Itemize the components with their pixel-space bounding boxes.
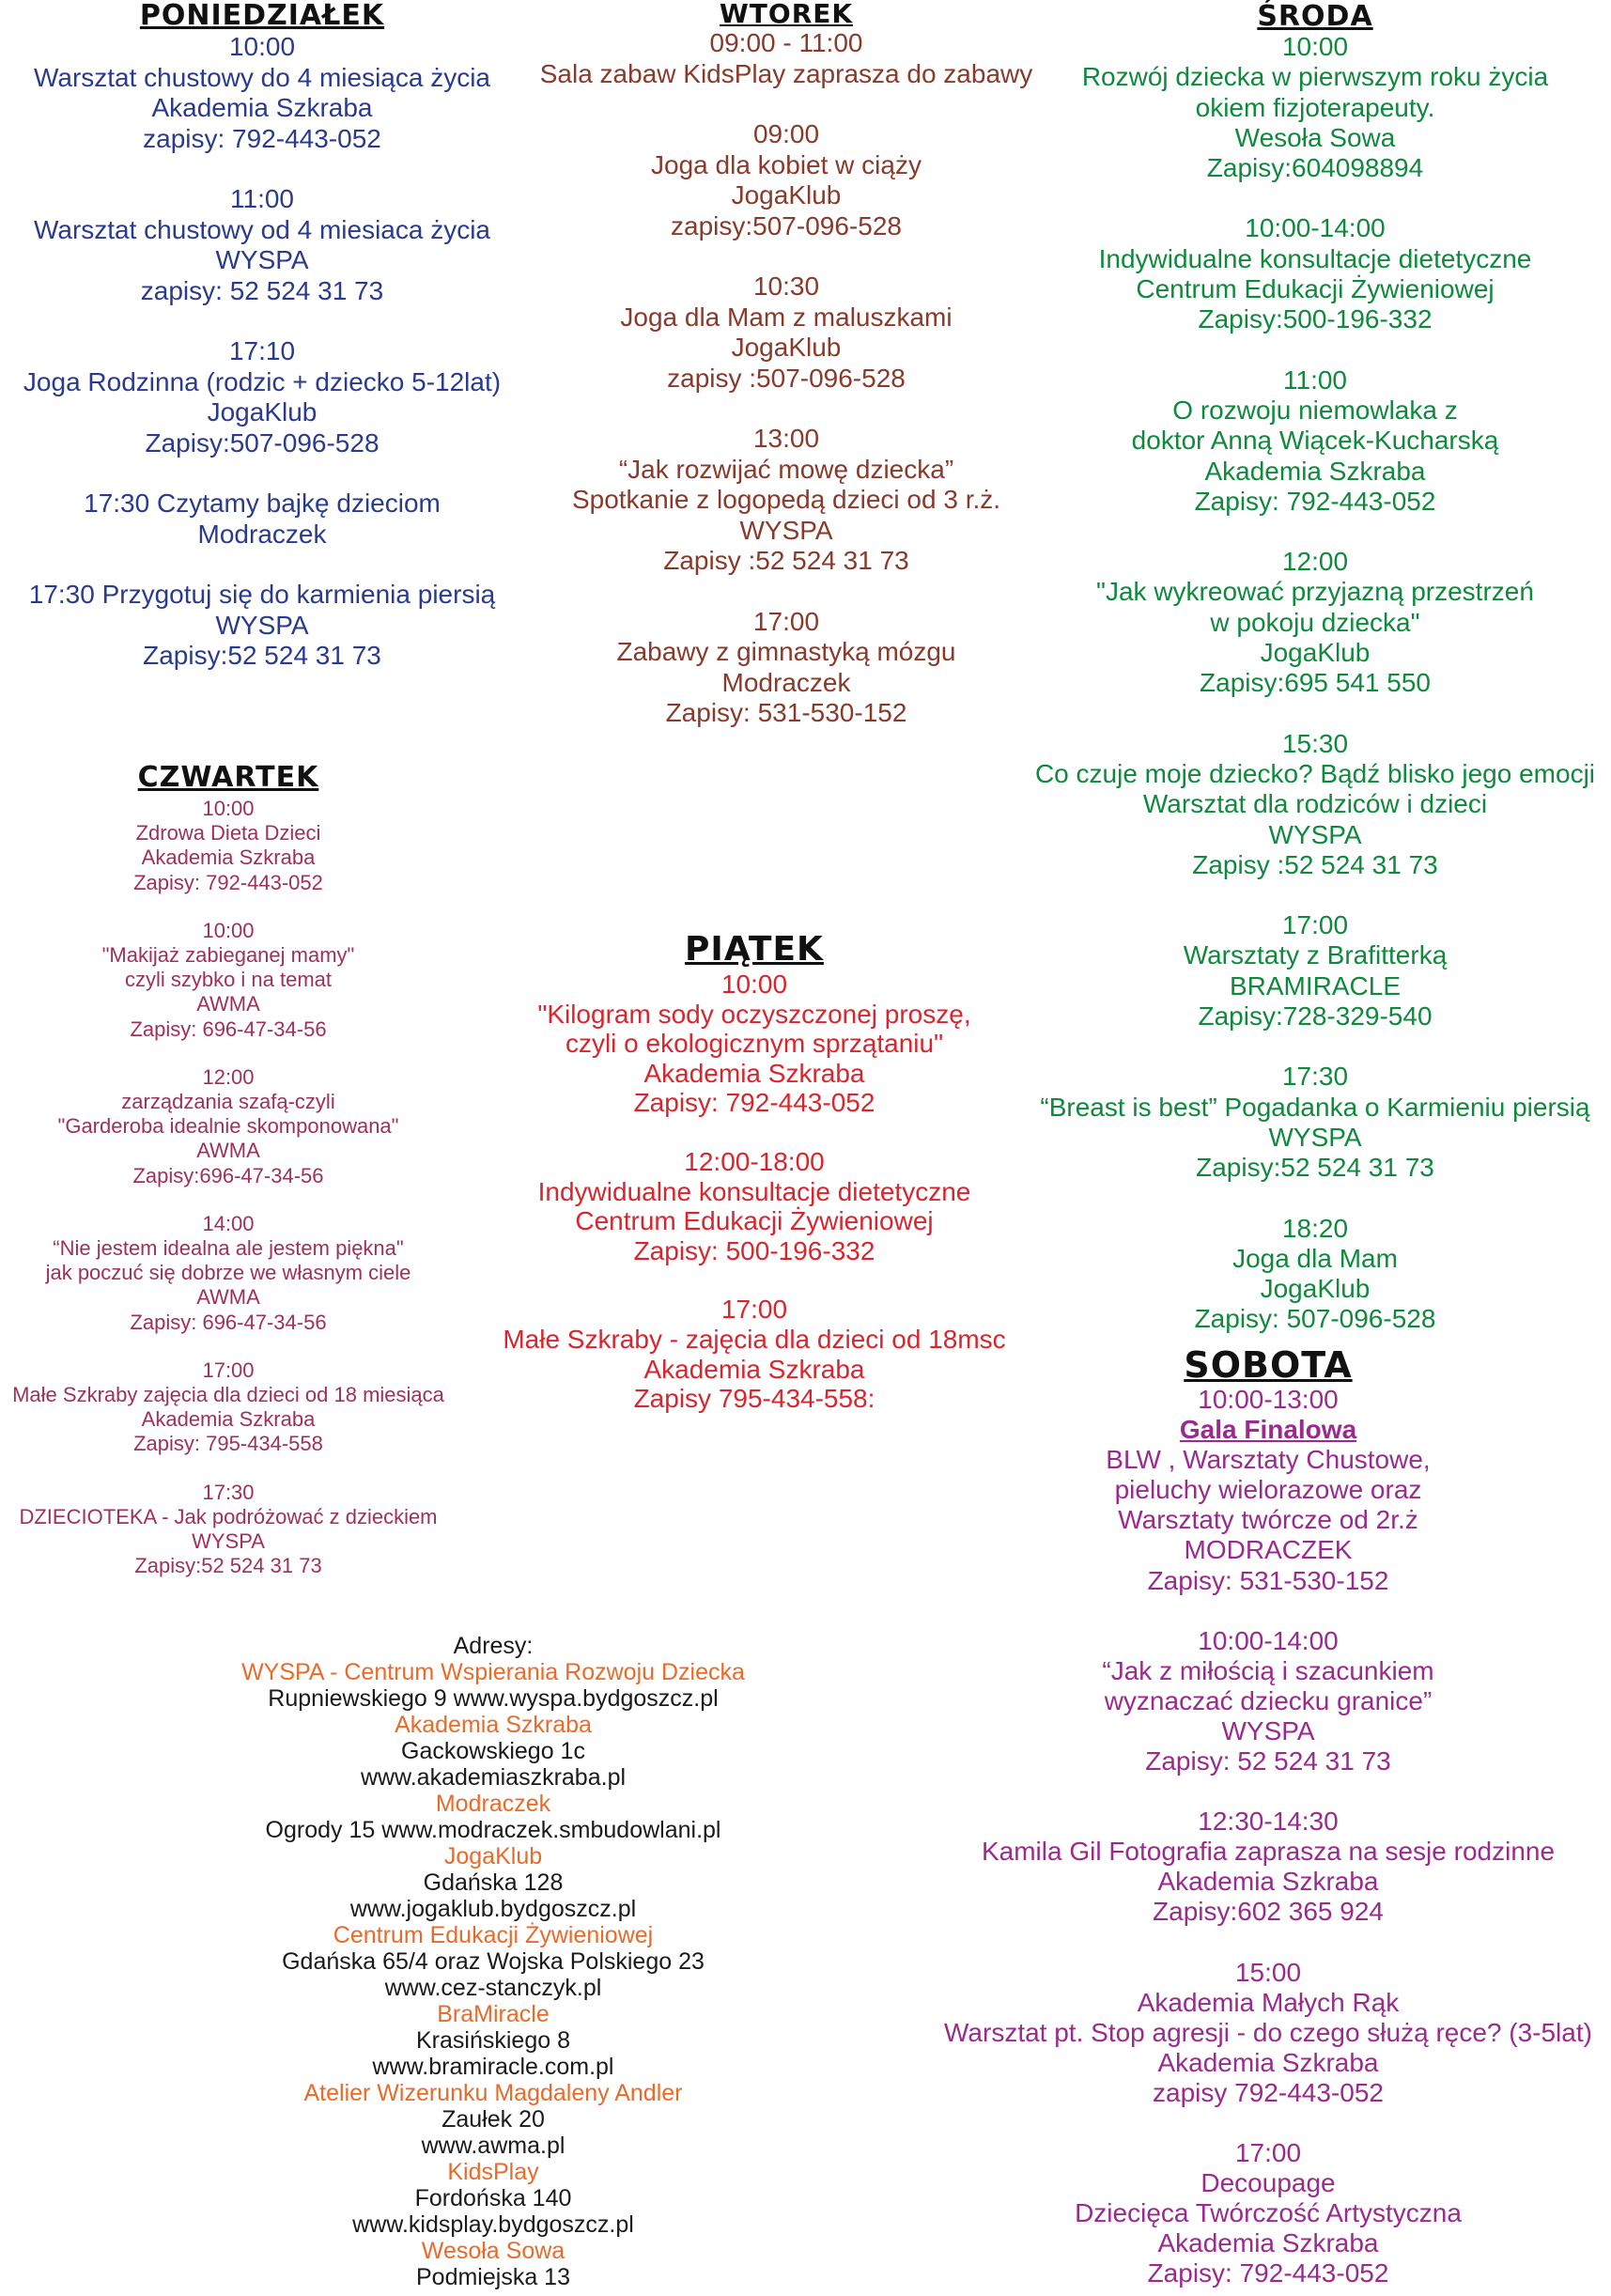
address-org-name: BraMiracle <box>437 2001 550 2027</box>
event-block <box>526 607 1046 729</box>
event-line: Zapisy: 792-443-052 <box>133 870 323 894</box>
event-line: "Makijaż zabieganej mamy" <box>101 943 355 968</box>
event-block <box>0 1212 457 1335</box>
event-line: WYSPA <box>739 515 833 545</box>
address-line: Rupniewskiego 9 www.wyspa.bydgoszcz.pl <box>268 1685 719 1712</box>
event-line: Zapisy:52 524 31 73 <box>143 641 381 670</box>
event-time: 17:00 <box>1281 910 1349 940</box>
event-block <box>526 271 1046 394</box>
event-line: Zdrowa Dieta Dzieci <box>135 821 321 845</box>
event-line: Akademia Szkraba <box>1204 456 1426 486</box>
event-line: Akademia Szkraba <box>141 845 316 870</box>
event-line: AWMA <box>196 1285 260 1310</box>
event-block <box>1015 1214 1611 1335</box>
event-block <box>0 489 524 550</box>
event-time: 14:00 <box>202 1211 255 1235</box>
event-line: Akademia Szkraba <box>643 1354 865 1384</box>
gala-details <box>902 1445 1611 1595</box>
event-time: 10:00-14:00 <box>1245 213 1386 243</box>
address-line: www.jogaklub.bydgoszcz.pl <box>349 1896 637 1922</box>
event-line: AWMA <box>196 992 260 1016</box>
event-line: czyli szybko i na temat <box>124 968 333 992</box>
thursday-column <box>0 759 457 1578</box>
event-line: “Nie jestem idealna ale jestem piękna" <box>53 1236 404 1261</box>
tuesday-column <box>526 0 1046 729</box>
event-line: JogaKlub <box>207 397 318 427</box>
event-line: Małe Szkraby - zajęcia dla dzieci od 18msc <box>503 1324 1006 1354</box>
address-org-name: KidsPlay <box>447 2159 539 2185</box>
event-line: Akademia Szkraba <box>1157 2047 1379 2077</box>
event-line: Rozwój dziecka w pierwszym roku życia <box>1081 62 1549 92</box>
event-line: Zapisy:52 524 31 73 <box>1196 1153 1434 1183</box>
event-line: Joga dla Mam z maluszkami <box>620 302 953 332</box>
event-line: Zabawy z gimnastyką mózgu <box>616 637 956 666</box>
event-block <box>0 32 524 154</box>
event-line: Zapisy:602 365 924 <box>1153 1897 1384 1927</box>
address-line: Fordońska 140 <box>414 2185 572 2211</box>
address-line: Podmiejska 13 <box>416 2264 570 2290</box>
friday-heading: PIĄTEK <box>685 930 824 969</box>
event-line: Zapisy:500-196-332 <box>1198 304 1433 334</box>
event-line: Zapisy:728-329-540 <box>1198 1001 1433 1032</box>
event-block <box>488 1147 1020 1265</box>
event-time: 10:30 <box>752 271 820 301</box>
event-time: 15:00 <box>1234 1957 1302 1987</box>
address-org-name: Atelier Wizerunku Magdaleny Andler <box>303 2080 683 2106</box>
address-line: Krasińskiego 8 <box>416 2027 570 2054</box>
event-block <box>0 1358 457 1457</box>
event-line: w pokoju dziecka" <box>1210 607 1420 637</box>
event-time: 12:00 <box>202 1064 255 1089</box>
event-line: jak poczuć się dobrze we własnym ciele <box>45 1261 411 1285</box>
event-block <box>902 1958 1611 2108</box>
event-block <box>0 1065 457 1188</box>
event-time: 11:00 <box>1283 365 1347 395</box>
event-line: zapisy: 52 524 31 73 <box>140 275 384 305</box>
event-line: Zapisy 795-434-558: <box>633 1384 875 1414</box>
event-line: zapisy :507-096-528 <box>667 363 906 393</box>
address-line: Gackowskiego 1c <box>401 1738 585 1764</box>
event-line: Zapisy:604098894 <box>1206 153 1424 183</box>
event-line: WYSPA <box>1268 819 1362 849</box>
event-block <box>526 424 1046 577</box>
address-org-name: JogaKlub <box>443 1843 543 1869</box>
saturday-events <box>902 1626 1611 2289</box>
event-line: "Kilogram sody oczyszczonej proszę, <box>537 999 971 1029</box>
event-block <box>526 28 1046 89</box>
event-line: “Jak z miłością i szacunkiem <box>1102 1655 1434 1685</box>
gala-line: Warsztaty twórcze od 2r.ż <box>1118 1505 1418 1535</box>
event-line: Zapisy:507-096-528 <box>145 427 380 458</box>
event-block <box>526 119 1046 241</box>
event-line: Warsztat chustowy do 4 miesiąca życia <box>33 62 491 92</box>
event-line: Modraczek <box>197 519 327 549</box>
thursday-events <box>0 797 457 1578</box>
event-line: Spotkanie z logopedą dzieci od 3 r.ż. <box>571 485 1001 514</box>
saturday-column <box>902 1345 1611 2288</box>
event-block <box>0 336 524 458</box>
event-time: 10:00 <box>1281 32 1349 61</box>
event-line: Warsztaty z Brafitterką <box>1183 940 1448 970</box>
event-block <box>1015 213 1611 334</box>
addresses-list <box>38 1659 949 2290</box>
event-time: 17:30 Czytamy bajkę dzieciom <box>84 489 441 518</box>
event-time: 12:30-14:30 <box>1198 1807 1339 1837</box>
event-line: Zapisy:696-47-34-56 <box>132 1163 324 1187</box>
event-line: "Garderoba idealnie skomponowana" <box>57 1114 399 1139</box>
wednesday-column <box>1015 2 1611 1335</box>
event-time: 17:00 <box>202 1357 255 1382</box>
event-line: Zapisy: 531-530-152 <box>665 698 907 727</box>
event-line: Zapisy: 795-434-558 <box>133 1432 323 1456</box>
event-line: okiem fizjoterapeuty. <box>1195 92 1435 122</box>
event-line: Warsztat pt. Stop agresji - do czego służą ręce? (3-5lat) <box>944 2017 1592 2047</box>
event-line: Akademia Małych Rąk <box>1137 1987 1400 2017</box>
event-block <box>488 970 1020 1118</box>
event-line: BRAMIRACLE <box>1229 970 1402 1001</box>
address-line: www.kidsplay.bydgoszcz.pl <box>352 2211 634 2238</box>
event-line: Zapisy: 500-196-332 <box>633 1235 875 1265</box>
event-line: Decoupage <box>1201 2168 1336 2198</box>
event-time: 17:10 <box>228 336 296 365</box>
event-line: Centrum Edukacji Żywieniowej <box>1136 274 1495 304</box>
address-org-name: Wesoła Sowa <box>421 2238 565 2264</box>
event-time: 10:00 <box>720 970 788 999</box>
addresses-section <box>38 1633 949 2290</box>
event-line: Co czuje moje dziecko? Bądź blisko jego emocji <box>1034 758 1596 788</box>
event-line: WYSPA <box>1268 1122 1362 1152</box>
event-time: 18:20 <box>1281 1213 1349 1243</box>
event-block <box>1015 1062 1611 1183</box>
event-time: 17:30 <box>1281 1062 1349 1092</box>
address-line: Gdańska 65/4 oraz Wojska Polskiego 23 <box>282 1948 705 1975</box>
event-line: Zapisy: 696-47-34-56 <box>130 1310 327 1334</box>
event-line: DZIECIOTEKA - Jak podróżować z dzieckiem <box>19 1504 438 1528</box>
saturday-heading: SOBOTA <box>1184 1344 1353 1386</box>
monday-events <box>0 32 524 672</box>
event-line: WYSPA <box>215 245 309 274</box>
gala-line: Zapisy: 531-530-152 <box>1147 1565 1389 1595</box>
event-block <box>1015 910 1611 1032</box>
event-line: Joga Rodzinna (rodzic + dziecko 5-12lat) <box>23 366 502 396</box>
event-time: 15:30 <box>1281 728 1349 758</box>
event-line: JogaKlub <box>1260 1274 1371 1304</box>
event-line: JogaKlub <box>731 333 842 362</box>
event-time: 13:00 <box>752 424 820 453</box>
event-line: Akademia Szkraba <box>643 1058 865 1088</box>
event-line: Warsztat dla rodziców i dzieci <box>1142 789 1488 819</box>
event-block <box>1015 32 1611 183</box>
event-line: Indywidualne konsultacje dietetyczne <box>537 1176 971 1206</box>
tuesday-events <box>526 28 1046 729</box>
event-time: 12:00-18:00 <box>684 1146 825 1176</box>
monday-column <box>0 0 524 672</box>
event-line: WYSPA <box>192 1529 265 1554</box>
event-line: Zapisy: 792-443-052 <box>1194 486 1436 516</box>
addresses-heading: Adresy: <box>453 1633 534 1659</box>
event-time: 10:00-14:00 <box>1198 1625 1339 1655</box>
gala-title: Gala Finalowa <box>1179 1415 1357 1445</box>
gala-line: MODRACZEK <box>1184 1535 1353 1565</box>
gala-line: BLW , Warsztaty Chustowe, <box>1106 1445 1431 1475</box>
event-time: 17:00 <box>720 1295 788 1325</box>
event-line: Zapisy: 52 524 31 73 <box>1145 1746 1391 1776</box>
event-block <box>0 1481 457 1579</box>
event-line: czyli o ekologicznym sprzątaniu" <box>565 1029 944 1059</box>
event-line: Joga dla Mam <box>1232 1243 1398 1273</box>
address-line: www.bramiracle.com.pl <box>372 2054 614 2080</box>
event-line: zapisy: 792-443-052 <box>143 123 381 153</box>
event-line: Małe Szkraby zajęcia dla dzieci od 18 miesiąca <box>12 1383 444 1407</box>
event-line: O rozwoju niemowlaka z <box>1172 395 1458 425</box>
thursday-heading: CZWARTEK <box>137 761 319 794</box>
event-time: 17:00 <box>1234 2137 1302 2167</box>
event-line: Indywidualne konsultacje dietetyczne <box>1098 243 1532 273</box>
event-time: 10:00 <box>202 797 255 820</box>
event-block <box>902 2138 1611 2288</box>
gala-time: 10:00-13:00 <box>1198 1385 1339 1414</box>
event-block <box>1015 547 1611 698</box>
event-line: Modraczek <box>721 667 851 697</box>
address-org-name: Akademia Szkraba <box>395 1712 592 1738</box>
event-line: Zapisy :52 524 31 73 <box>663 546 909 575</box>
address-line: www.cez-stanczyk.pl <box>384 1975 602 2001</box>
event-line: Joga dla kobiet w ciąży <box>651 149 922 179</box>
event-line: Zapisy:695 541 550 <box>1200 668 1431 698</box>
event-block <box>1015 365 1611 517</box>
event-time: 12:00 <box>1281 547 1349 577</box>
event-line: wyznaczać dziecku granice” <box>1104 1685 1433 1715</box>
event-line: “Breast is best” Pogadanka o Karmieniu piersią <box>1040 1092 1590 1122</box>
event-block <box>902 1626 1611 1776</box>
tuesday-heading: WTOREK <box>719 0 854 29</box>
event-line: JogaKlub <box>731 180 842 209</box>
gala-line: pieluchy wielorazowe oraz <box>1114 1475 1422 1505</box>
event-line: Zapisy:52 524 31 73 <box>134 1554 322 1578</box>
event-line: Akademia Szkraba <box>151 93 373 122</box>
event-line: JogaKlub <box>1260 638 1371 668</box>
address-org-name: Modraczek <box>435 1791 551 1817</box>
event-time: 17:30 Przygotuj się do karmienia piersią <box>28 580 496 609</box>
address-line: www.akademiaszkraba.pl <box>360 1764 627 1791</box>
event-line: Kamila Gil Fotografia zaprasza na sesje rodzinne <box>981 1837 1556 1867</box>
event-line: “Jak rozwijać mowę dziecka” <box>618 454 954 484</box>
event-line: AWMA <box>196 1139 260 1163</box>
event-line: zapisy:507-096-528 <box>671 210 902 240</box>
event-time: 11:00 <box>230 184 294 213</box>
event-time: 09:00 - 11:00 <box>709 28 863 57</box>
event-time: 09:00 <box>752 119 820 148</box>
event-block <box>0 580 524 672</box>
event-line: Warsztat chustowy od 4 miesiaca życia <box>33 214 491 244</box>
event-line: doktor Anną Wiącek-Kucharską <box>1131 426 1499 456</box>
event-line: Zapisy :52 524 31 73 <box>1192 849 1438 879</box>
event-line: Akademia Szkraba <box>141 1407 316 1432</box>
event-block <box>902 1807 1611 1927</box>
event-line: Zapisy: 792-443-052 <box>1147 2258 1389 2288</box>
event-line: Dziecięca Twórczość Artystyczna <box>1075 2198 1462 2228</box>
address-line: Zaułek 20 <box>441 2106 545 2133</box>
event-line: WYSPA <box>215 610 309 640</box>
monday-heading: PONIEDZIAŁEK <box>139 0 385 32</box>
address-line: Gdańska 128 <box>423 1869 564 1896</box>
event-line: Akademia Szkraba <box>1157 1867 1379 1897</box>
wednesday-events <box>1015 32 1611 1335</box>
event-line: WYSPA <box>1221 1715 1315 1745</box>
wednesday-heading: ŚRODA <box>1257 0 1373 33</box>
event-line: Zapisy: 792-443-052 <box>633 1088 875 1118</box>
event-time: 10:00 <box>202 918 255 942</box>
event-line: zarządzania szafą-czyli <box>121 1090 335 1114</box>
address-org-name: Centrum Edukacji Żywieniowej <box>333 1922 654 1948</box>
event-time: 17:00 <box>752 606 820 636</box>
event-time: 10:00 <box>228 32 296 61</box>
event-block <box>1015 729 1611 880</box>
event-line: Zapisy: 696-47-34-56 <box>130 1016 327 1041</box>
address-org-name: WYSPA - Centrum Wspierania Rozwoju Dziecka <box>241 1659 745 1685</box>
event-line: Wesoła Sowa <box>1234 122 1396 152</box>
friday-column <box>488 930 1020 1414</box>
event-line: "Jak wykreować przyjazną przestrzeń <box>1096 577 1534 607</box>
event-line: Sala zabaw KidsPlay zaprasza do zabawy <box>539 58 1033 88</box>
event-line: Zapisy: 507-096-528 <box>1194 1304 1436 1334</box>
event-line: zapisy 792-443-052 <box>1153 2077 1384 2107</box>
event-block <box>0 919 457 1042</box>
address-line: Ogrody 15 www.modraczek.smbudowlani.pl <box>265 1817 721 1843</box>
event-block <box>0 797 457 895</box>
event-block <box>0 184 524 306</box>
address-line: www.awma.pl <box>421 2133 565 2159</box>
event-time: 17:30 <box>202 1480 255 1504</box>
event-line: Centrum Edukacji Żywieniowej <box>575 1206 934 1236</box>
event-line: Akademia Szkraba <box>1157 2228 1379 2258</box>
